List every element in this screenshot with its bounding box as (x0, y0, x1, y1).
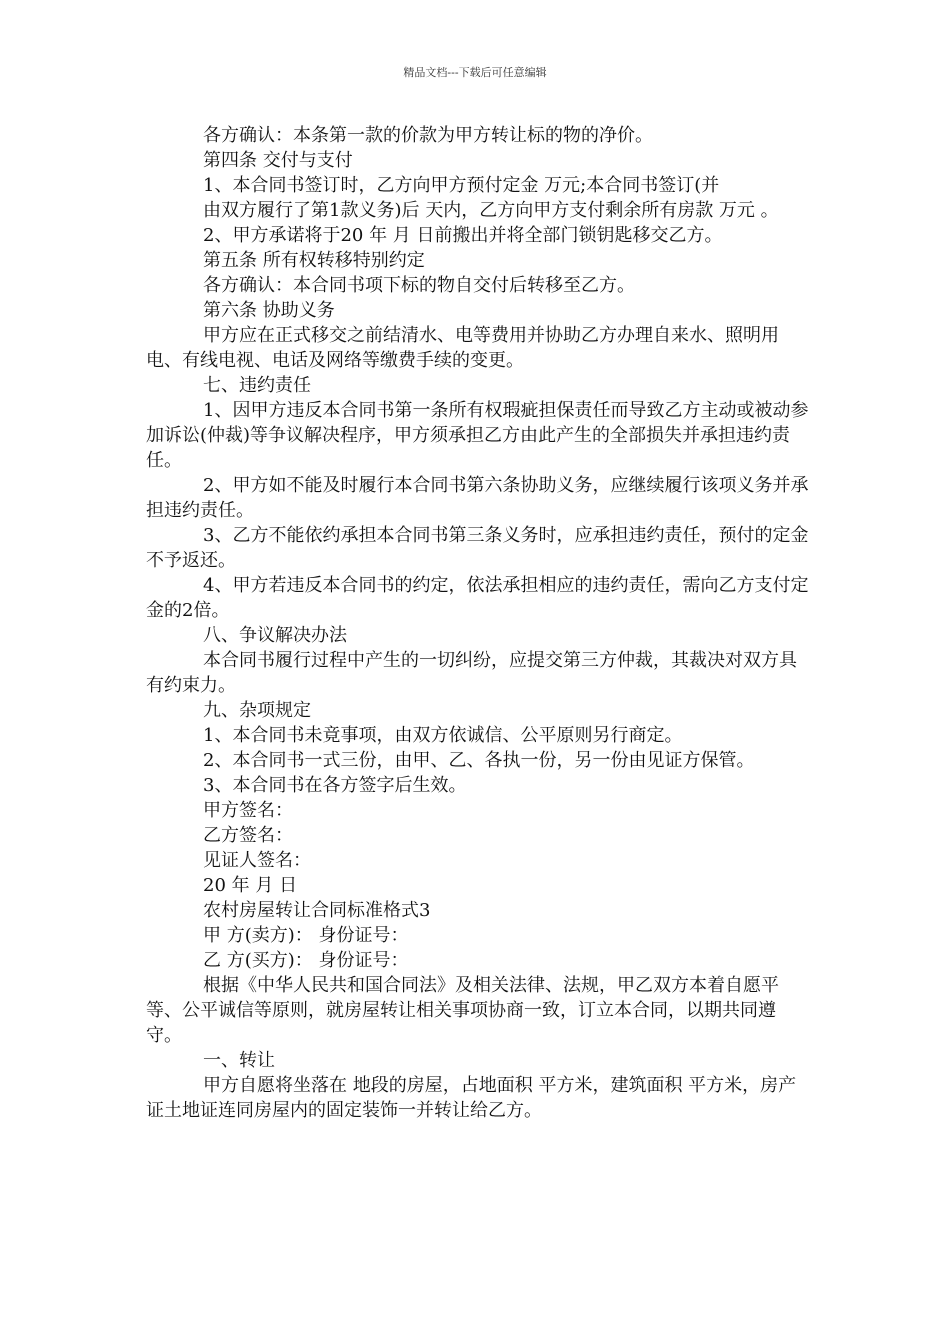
section-heading: 第五条 所有权转移特别约定 (203, 250, 425, 271)
signature-line-witness: 见证人签名： (203, 850, 311, 871)
party-a-line: 甲 方(卖方)： 身份证号： (203, 925, 409, 946)
section-heading: 七、违约责任 (203, 375, 311, 396)
section-heading: 八、争议解决办法 (203, 625, 347, 646)
section-heading: 第四条 交付与支付 (203, 150, 353, 171)
paragraph: 2、本合同书一式三份，由甲、乙、各执一份，另一份由见证方保管。 (203, 750, 755, 771)
paragraph: 各方确认：本合同书项下标的物自交付后转移至乙方。 (203, 275, 635, 296)
signature-line-party-a: 甲方签名： (203, 800, 293, 821)
signature-line-party-b: 乙方签名： (203, 825, 293, 846)
page-header: 精品文档---下载后可任意编辑 (403, 66, 547, 79)
paragraph: 2、甲方承诺将于20 年 月 日前搬出并将全部门锁钥匙移交乙方。 (203, 225, 723, 246)
paragraph: 各方确认：本条第一款的价款为甲方转让标的物的净价。 (203, 125, 653, 146)
document-body (146, 123, 810, 1123)
paragraph: 1、因甲方违反本合同书第一条所有权瑕疵担保责任而导致乙方主动或被动参加诉讼(仲裁)等争议解决程序，甲方须承担乙方由此产生的全部损失并承担违约责任。 (146, 400, 809, 471)
section-heading: 第六条 协助义务 (203, 300, 335, 321)
section-heading: 一、转让 (203, 1050, 275, 1071)
paragraph: 4、甲方若违反本合同书的约定，依法承担相应的违约责任，需向乙方支付定金的2倍。 (146, 575, 809, 621)
paragraph: 2、甲方如不能及时履行本合同书第六条协助义务，应继续履行该项义务并承担违约责任。 (146, 475, 809, 521)
paragraph: 根据《中华人民共和国合同法》及相关法律、法规，甲乙双方本着自愿平等、公平诚信等原则，就房屋转让相关事项协商一致，订立本合同，以期共同遵守。 (146, 975, 779, 1046)
paragraph: 3、乙方不能依约承担本合同书第三条义务时，应承担违约责任，预付的定金不予返还。 (146, 525, 809, 571)
paragraph: 甲方自愿将坐落在 地段的房屋，占地面积 平方米，建筑面积 平方米，房产证土地证连同房屋内的固定装饰一并转让给乙方。 (146, 1075, 797, 1121)
document-title: 农村房屋转让合同标准格式3 (203, 900, 431, 921)
paragraph: 由双方履行了第1款义务)后 天内，乙方向甲方支付剩余所有房款 万元 。 (203, 200, 779, 221)
party-b-line: 乙 方(买方)： 身份证号： (203, 950, 409, 971)
paragraph: 甲方应在正式移交之前结清水、电等费用并协助乙方办理自来水、照明用电、有线电视、电话及网络等缴费手续的变更。 (146, 325, 779, 371)
paragraph: 1、本合同书签订时，乙方向甲方预付定金 万元;本合同书签订(并 (203, 175, 720, 196)
paragraph: 本合同书履行过程中产生的一切纠纷，应提交第三方仲裁，其裁决对双方具有约束力。 (146, 650, 797, 696)
paragraph: 3、本合同书在各方签字后生效。 (203, 775, 467, 796)
section-heading: 九、杂项规定 (203, 700, 311, 721)
date-line: 20 年 月 日 (203, 875, 298, 896)
paragraph: 1、本合同书未竟事项，由双方依诚信、公平原则另行商定。 (203, 725, 683, 746)
